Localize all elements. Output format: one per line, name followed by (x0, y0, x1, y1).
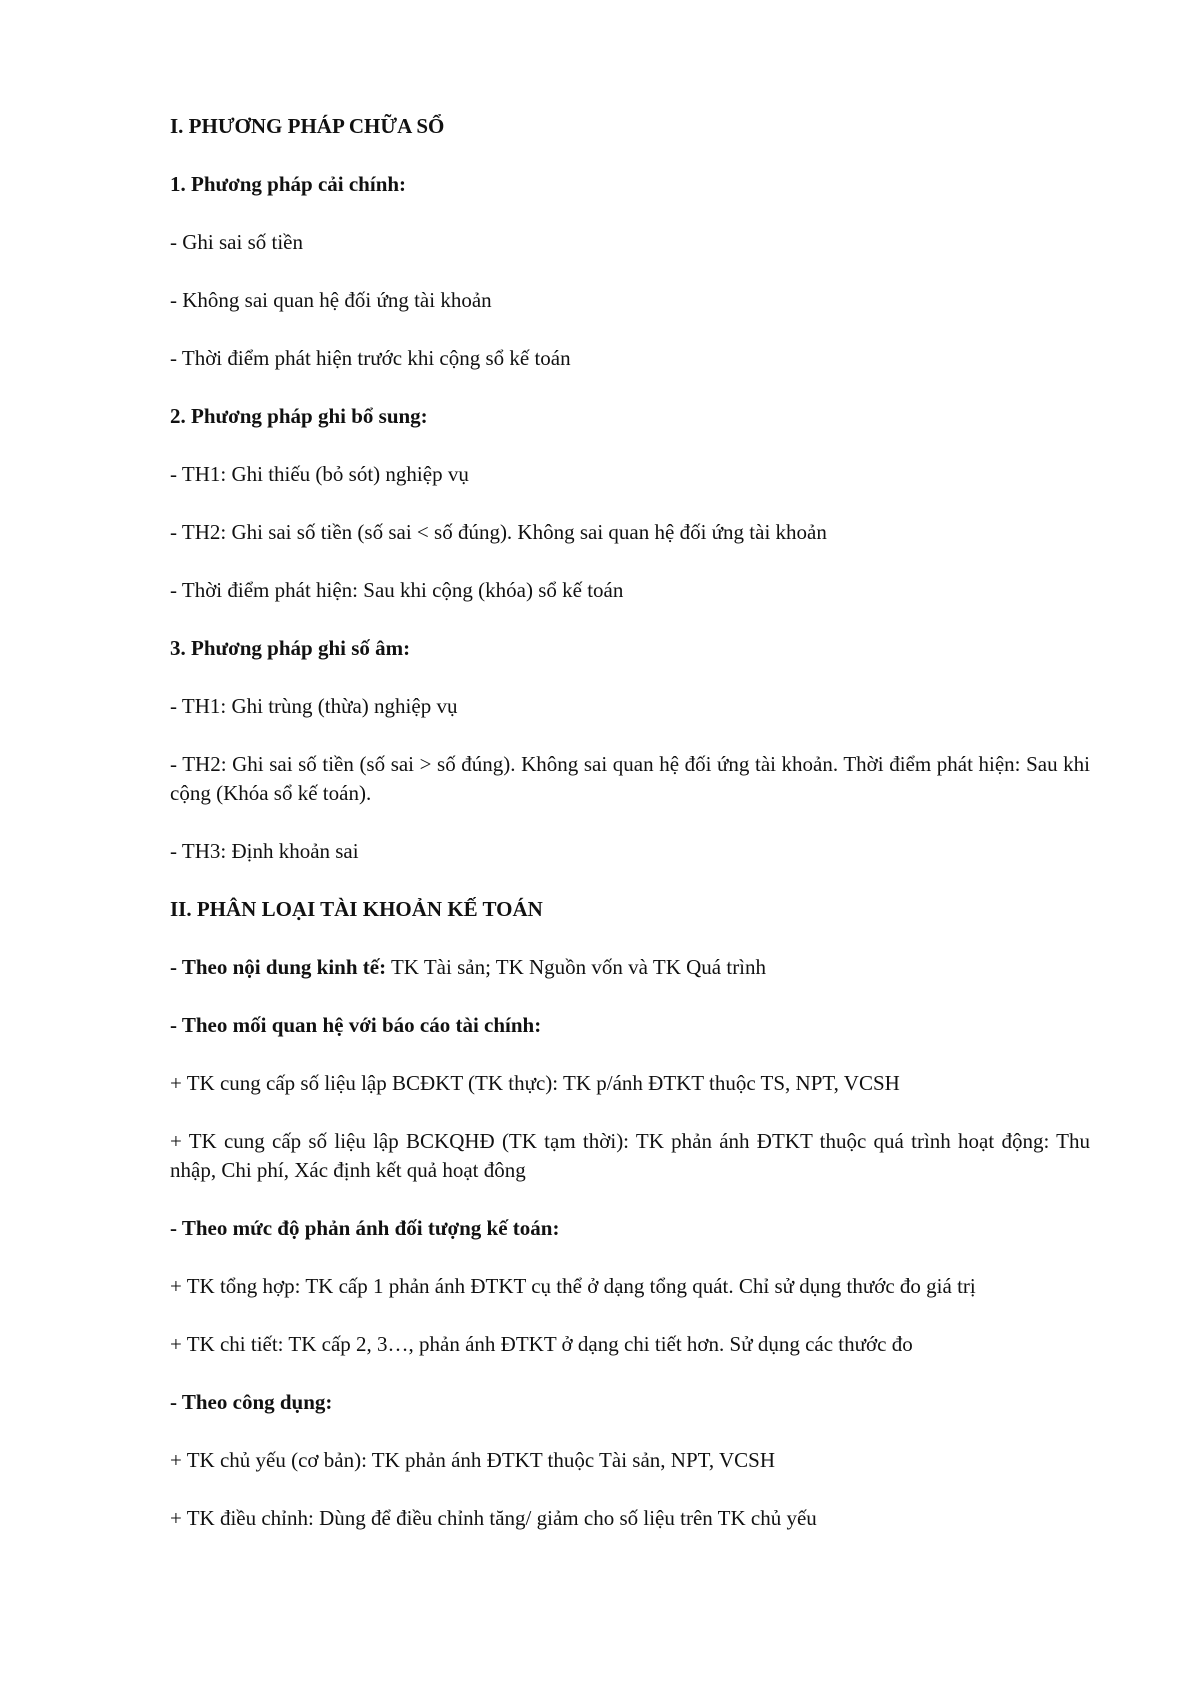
method-2-title: 2. Phương pháp ghi bổ sung: (170, 404, 428, 428)
classification-item: + TK cung cấp số liệu lập BCKQHĐ (TK tạm thời): TK phản ánh ĐTKT thuộc quá trình hoạt động: Thu nhập, Chi phí, Xác định kết quả hoạt đông (170, 1129, 1090, 1182)
method-1-item: - Thời điểm phát hiện trước khi cộng sổ kế toán (170, 346, 571, 370)
classification-usage-label: - Theo công dụng: (170, 1390, 333, 1414)
method-2-item: - TH2: Ghi sai số tiền (số sai < số đúng). Không sai quan hệ đối ứng tài khoản (170, 520, 827, 544)
classification-item: + TK chi tiết: TK cấp 2, 3…, phản ánh ĐTKT ở dạng chi tiết hơn. Sử dụng các thước đo (170, 1332, 913, 1356)
classification-text: TK Tài sản; TK Nguồn vốn và TK Quá trình (386, 955, 767, 979)
section-1-title: I. PHƯƠNG PHÁP CHỮA SỔ (170, 114, 445, 138)
method-2-item: - Thời điểm phát hiện: Sau khi cộng (khóa) sổ kế toán (170, 578, 624, 602)
classification-reflection-level-label: - Theo mức độ phản ánh đối tượng kế toán: (170, 1216, 560, 1240)
classification-item: + TK tổng hợp: TK cấp 1 phản ánh ĐTKT cụ thể ở dạng tổng quát. Chỉ sử dụng thước đo giá trị (170, 1274, 976, 1298)
section-2-title: II. PHÂN LOẠI TÀI KHOẢN KẾ TOÁN (170, 897, 543, 921)
method-1-title: 1. Phương pháp cải chính: (170, 172, 407, 196)
method-1-item: - Không sai quan hệ đối ứng tài khoản (170, 288, 492, 312)
method-3-item: - TH3: Định khoản sai (170, 839, 359, 863)
classification-economic-content (170, 953, 1090, 982)
classification-item: + TK điều chỉnh: Dùng để điều chỉnh tăng/ giảm cho số liệu trên TK chủ yếu (170, 1506, 817, 1530)
classification-item: + TK cung cấp số liệu lập BCĐKT (TK thực): TK p/ánh ĐTKT thuộc TS, NPT, VCSH (170, 1071, 900, 1095)
classification-label: - Theo nội dung kinh tế: (170, 955, 387, 979)
classification-item: + TK chủ yếu (cơ bản): TK phản ánh ĐTKT thuộc Tài sản, NPT, VCSH (170, 1448, 776, 1472)
method-2-item: - TH1: Ghi thiếu (bỏ sót) nghiệp vụ (170, 462, 469, 486)
document-page (170, 112, 1090, 1562)
method-3-item: - TH1: Ghi trùng (thừa) nghiệp vụ (170, 694, 458, 718)
classification-financial-report-label: - Theo mối quan hệ với báo cáo tài chính: (170, 1013, 542, 1037)
method-3-title: 3. Phương pháp ghi số âm: (170, 636, 411, 660)
method-1-item: - Ghi sai số tiền (170, 230, 303, 254)
method-3-item: - TH2: Ghi sai số tiền (số sai > số đúng). Không sai quan hệ đối ứng tài khoản. Thời điểm phát hiện: Sau khi cộng (Khóa sổ kế toán). (170, 752, 1090, 805)
